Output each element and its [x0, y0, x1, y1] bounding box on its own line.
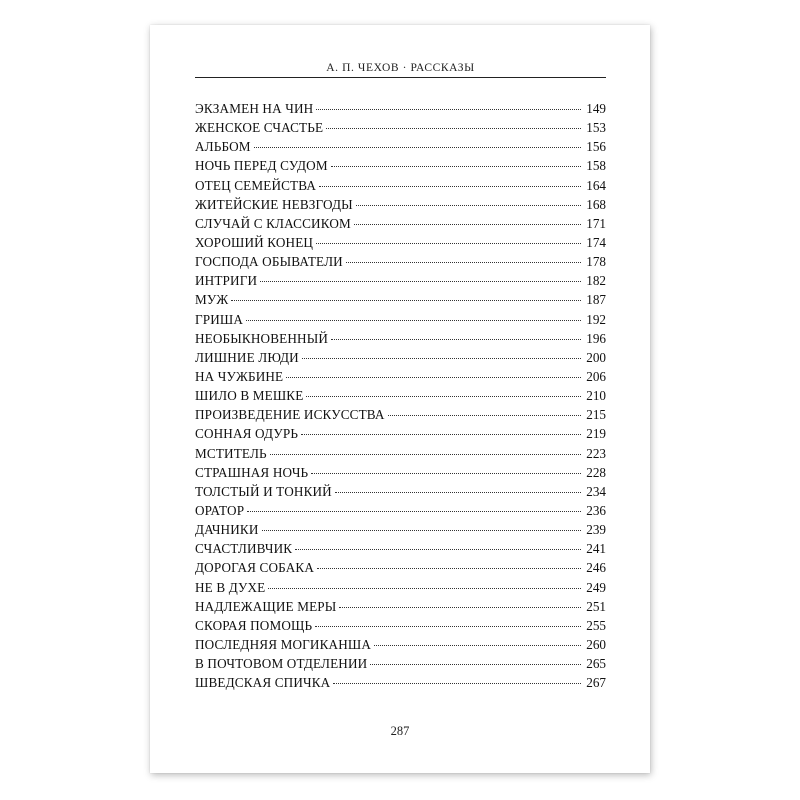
toc-entry-title: НЕ В ДУХЕ [195, 579, 266, 595]
toc-entry [195, 252, 606, 271]
toc-entry [195, 386, 606, 405]
toc-entry [195, 195, 606, 214]
toc-entry-page-number: 178 [586, 254, 606, 270]
dot-leader [301, 434, 581, 435]
dot-leader [231, 300, 581, 301]
toc-entry-page-number: 239 [586, 522, 606, 538]
toc-entry [195, 310, 606, 329]
toc-entry-title: ОРАТОР [195, 502, 245, 518]
dot-leader [326, 128, 581, 129]
toc-entry-page-number: 182 [586, 273, 606, 289]
dot-leader [311, 473, 581, 474]
dot-leader [246, 320, 581, 321]
toc-entry-page-number: 246 [586, 560, 606, 576]
dot-leader [306, 396, 581, 397]
toc-entry [195, 156, 606, 175]
toc-entry-title: СЛУЧАЙ С КЛАССИКОМ [195, 215, 351, 231]
dot-leader [316, 243, 581, 244]
dot-leader [346, 262, 581, 263]
toc-entry-title: НАДЛЕЖАЩИЕ МЕРЫ [195, 598, 337, 614]
toc-entry-page-number: 153 [586, 120, 606, 136]
toc-entry-page-number: 156 [586, 139, 606, 155]
toc-entry-title: ДАЧНИКИ [195, 522, 259, 538]
toc-entry-title: СОННАЯ ОДУРЬ [195, 426, 299, 442]
toc-entry [195, 176, 606, 195]
toc-entry-title: ГРИША [195, 311, 244, 327]
toc-entry-title: ПРОИЗВЕДЕНИЕ ИСКУССТВА [195, 407, 385, 423]
dot-leader [268, 588, 581, 589]
toc-entry-title: ИНТРИГИ [195, 273, 258, 289]
header-rule [195, 77, 606, 78]
toc-entry-page-number: 223 [586, 445, 606, 461]
dot-leader [247, 511, 581, 512]
toc-entry-page-number: 241 [586, 541, 606, 557]
toc-entry-title: СКОРАЯ ПОМОЩЬ [195, 617, 313, 633]
toc-entry-title: ХОРОШИЙ КОНЕЦ [195, 234, 314, 250]
dot-leader [315, 626, 581, 627]
dot-leader [354, 224, 581, 225]
toc-entry [195, 329, 606, 348]
toc-entry-title: ГОСПОДА ОБЫВАТЕЛИ [195, 254, 343, 270]
toc-entry [195, 597, 606, 616]
toc-entry-page-number: 174 [586, 234, 606, 250]
toc-entry-page-number: 158 [586, 158, 606, 174]
toc-entry [195, 233, 606, 252]
dot-leader [319, 186, 581, 187]
dot-leader [295, 549, 581, 550]
toc-entry-page-number: 168 [586, 196, 606, 212]
toc-entry-title: НА ЧУЖБИНЕ [195, 368, 284, 384]
toc-entry-page-number: 249 [586, 579, 606, 595]
toc-entry-page-number: 234 [586, 483, 606, 499]
toc-entry-title: СЧАСТЛИВЧИК [195, 541, 293, 557]
dot-leader [254, 147, 581, 148]
dot-leader [316, 109, 581, 110]
toc-entry-title: ЭКЗАМЕН НА ЧИН [195, 101, 314, 116]
toc-entry-page-number: 206 [586, 368, 606, 384]
toc-entry [195, 424, 606, 443]
toc-entry-title: ОТЕЦ СЕМЕЙСТВА [195, 177, 317, 193]
dot-leader [388, 415, 581, 416]
toc-entry [195, 539, 606, 558]
dot-leader [270, 454, 581, 455]
toc-entry-title: ЛИШНИЕ ЛЮДИ [195, 349, 299, 365]
toc-entry-title: МУЖ [195, 292, 229, 308]
toc-entry [195, 348, 606, 367]
toc-entry-page-number: 219 [586, 426, 606, 442]
toc-entry [195, 520, 606, 539]
toc-entry-page-number: 267 [586, 675, 606, 691]
toc-entry-page-number: 210 [586, 388, 606, 404]
dot-leader [262, 530, 581, 531]
toc-entry-page-number: 228 [586, 464, 606, 480]
toc-entry-title: В ПОЧТОВОМ ОТДЕЛЕНИИ [195, 656, 368, 672]
toc-entry-page-number: 265 [586, 656, 606, 672]
toc-entry-page-number: 255 [586, 617, 606, 633]
toc-entry [195, 99, 606, 118]
toc-entry-title: ШИЛО В МЕШКЕ [195, 388, 304, 404]
toc-entry-page-number: 192 [586, 311, 606, 327]
toc-entry [195, 444, 606, 463]
dot-leader [333, 683, 581, 684]
toc-entry [195, 482, 606, 501]
toc-entry-title: НЕОБЫКНОВЕННЫЙ [195, 330, 329, 346]
toc-entry [195, 501, 606, 520]
toc-entry [195, 214, 606, 233]
toc-entry-page-number: 200 [586, 349, 606, 365]
dot-leader [331, 166, 581, 167]
dot-leader [331, 339, 581, 340]
toc-entry [195, 290, 606, 309]
toc-entry-title: ЖЕНСКОЕ СЧАСТЬЕ [195, 120, 324, 136]
toc-entry [195, 578, 606, 597]
dot-leader [339, 607, 581, 608]
toc-entry-title: ТОЛСТЫЙ И ТОНКИЙ [195, 483, 332, 499]
toc-entry [195, 654, 606, 673]
toc-entry [195, 558, 606, 577]
page-number: 287 [390, 724, 410, 738]
toc-entry [195, 271, 606, 290]
book-page [150, 25, 650, 773]
dot-leader [356, 205, 581, 206]
running-head: А. П. ЧЕХОВ · РАССКАЗЫ [326, 62, 475, 74]
toc-entry-page-number: 196 [586, 330, 606, 346]
dot-leader [374, 645, 581, 646]
toc-entry-title: СТРАШНАЯ НОЧЬ [195, 464, 309, 480]
toc-entry [195, 367, 606, 386]
toc-entry-title: ШВЕДСКАЯ СПИЧКА [195, 675, 331, 691]
toc-entry-title: НОЧЬ ПЕРЕД СУДОМ [195, 158, 328, 174]
toc-entry [195, 118, 606, 137]
toc-entry [195, 673, 606, 692]
toc-entry-page-number: 215 [586, 407, 606, 423]
toc-entry-title: ЖИТЕЙСКИЕ НЕВЗГОДЫ [195, 196, 353, 212]
toc-entry-title: АЛЬБОМ [195, 139, 251, 155]
dot-leader [302, 358, 581, 359]
dot-leader [286, 377, 581, 378]
toc-entry-page-number: 149 [586, 101, 606, 116]
toc-entry-page-number: 236 [586, 502, 606, 518]
dot-leader [335, 492, 581, 493]
dot-leader [370, 664, 581, 665]
toc-entry [195, 463, 606, 482]
toc-entry-title: ПОСЛЕДНЯЯ МОГИКАНША [195, 636, 372, 652]
toc-entry [195, 405, 606, 424]
table-of-contents [195, 99, 606, 692]
toc-entry [195, 635, 606, 654]
toc-entry-page-number: 187 [586, 292, 606, 308]
toc-entry [195, 137, 606, 156]
dot-leader [317, 568, 581, 569]
dot-leader [260, 281, 581, 282]
toc-entry-page-number: 164 [586, 177, 606, 193]
toc-entry [195, 616, 606, 635]
toc-entry-title: МСТИТЕЛЬ [195, 445, 267, 461]
toc-entry-title: ДОРОГАЯ СОБАКА [195, 560, 315, 576]
toc-entry-page-number: 251 [586, 598, 606, 614]
toc-entry-page-number: 260 [586, 636, 606, 652]
toc-entry-page-number: 171 [586, 215, 606, 231]
